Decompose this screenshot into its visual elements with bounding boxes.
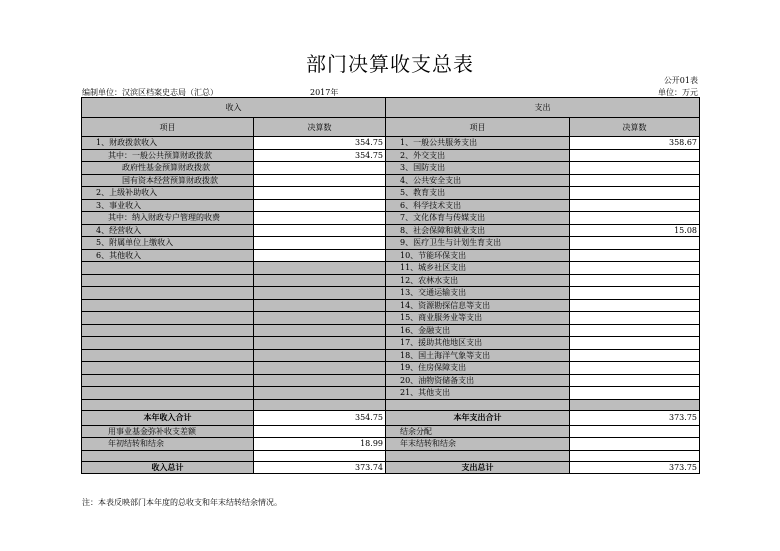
- table-row: [82, 249, 700, 262]
- income-value: 354.75: [254, 137, 386, 150]
- income-value: [254, 349, 386, 362]
- begin-balance-value: 18.99: [254, 438, 386, 451]
- income-item: 6、其他收入: [82, 249, 254, 262]
- income-item: [82, 324, 254, 337]
- expense-value: [570, 312, 700, 325]
- expense-item: 20、油物资储备支出: [386, 374, 570, 387]
- income-item: [82, 387, 254, 400]
- expense-value: [570, 262, 700, 275]
- expense-item: 14、资源勘探信息等支出: [386, 299, 570, 312]
- spacer-cell: [386, 399, 570, 410]
- expense-value: [570, 199, 700, 212]
- expense-value: [570, 237, 700, 250]
- expense-value: [570, 274, 700, 287]
- expense-sum-label: 支出总计: [386, 461, 570, 474]
- table-row: [82, 212, 700, 225]
- income-item: [82, 312, 254, 325]
- income-header: 收入: [82, 98, 386, 118]
- expense-value: [570, 287, 700, 300]
- income-item: 国有资本经营预算财政拨款: [82, 174, 254, 187]
- income-value: [254, 287, 386, 300]
- begin-balance-label: 年初结转和结余: [82, 438, 254, 451]
- currency-unit: 单位：万元: [658, 88, 698, 97]
- expense-item: 7、文化体育与传媒支出: [386, 212, 570, 225]
- spacer-cell: [254, 399, 386, 410]
- expense-value: [570, 337, 700, 350]
- table-row: [82, 174, 700, 187]
- expense-value: [570, 249, 700, 262]
- income-item: 3、事业收入: [82, 199, 254, 212]
- budget-summary-table: [81, 97, 700, 474]
- table-row: [82, 149, 700, 162]
- income-value: [254, 162, 386, 175]
- expense-value: [570, 149, 700, 162]
- spacer-cell: [82, 450, 254, 461]
- table-row: [82, 337, 700, 350]
- footnote: 注：本表反映部门本年度的总收支和年末结转结余情况。: [82, 498, 282, 507]
- table-row: [82, 387, 700, 400]
- expense-value: [570, 299, 700, 312]
- income-item: [82, 287, 254, 300]
- spacer-cell: [254, 450, 386, 461]
- expense-amount-header: 决算数: [570, 118, 700, 137]
- expense-value: [570, 174, 700, 187]
- income-value: [254, 337, 386, 350]
- end-balance-value: [570, 438, 700, 451]
- expense-value: [570, 162, 700, 175]
- income-value: [254, 237, 386, 250]
- spacer-cell: [82, 399, 254, 410]
- end-balance-label: 年末结转和结余: [386, 438, 570, 451]
- expense-item: 11、城乡社区支出: [386, 262, 570, 275]
- expense-total-label: 本年支出合计: [386, 410, 570, 425]
- balance-value: [254, 425, 386, 438]
- expense-item: 19、住房保障支出: [386, 362, 570, 375]
- expense-value: [570, 349, 700, 362]
- expense-value: [570, 187, 700, 200]
- expense-value: [570, 212, 700, 225]
- table-row: [82, 312, 700, 325]
- income-item: 其中：一般公共预算财政拨款: [82, 149, 254, 162]
- table-row: [82, 162, 700, 175]
- income-value: [254, 312, 386, 325]
- income-value: [254, 374, 386, 387]
- income-sum-value: 373.74: [254, 461, 386, 474]
- table-row: [82, 299, 700, 312]
- expense-item: 6、科学技术支出: [386, 199, 570, 212]
- table-row: [82, 237, 700, 250]
- income-value: [254, 199, 386, 212]
- expense-item: 8、社会保障和就业支出: [386, 224, 570, 237]
- income-value: [254, 387, 386, 400]
- spacer-cell: [570, 399, 700, 410]
- expense-item: 13、交通运输支出: [386, 287, 570, 300]
- income-item: 1、财政拨款收入: [82, 137, 254, 150]
- income-item: [82, 262, 254, 275]
- expense-header: 支出: [386, 98, 700, 118]
- income-value: [254, 187, 386, 200]
- expense-item: 1、一般公共服务支出: [386, 137, 570, 150]
- spacer-cell: [386, 450, 570, 461]
- income-item: [82, 337, 254, 350]
- expense-item: 10、节能环保支出: [386, 249, 570, 262]
- income-value: [254, 274, 386, 287]
- report-year: 2017年: [310, 88, 339, 97]
- income-item: 4、经营收入: [82, 224, 254, 237]
- expense-item: 21、其他支出: [386, 387, 570, 400]
- expense-item-header: 项目: [386, 118, 570, 137]
- table-row: [82, 274, 700, 287]
- income-sum-label: 收入总计: [82, 461, 254, 474]
- expense-item: 17、援助其他地区支出: [386, 337, 570, 350]
- expense-sum-value: 373.75: [570, 461, 700, 474]
- expense-value: [570, 374, 700, 387]
- income-total-value: 354.75: [254, 410, 386, 425]
- expense-item: 9、医疗卫生与计划生育支出: [386, 237, 570, 250]
- income-value: [254, 212, 386, 225]
- income-total-label: 本年收入合计: [82, 410, 254, 425]
- distribution-label: 结余分配: [386, 425, 570, 438]
- expense-item: 16、金融支出: [386, 324, 570, 337]
- expense-value: 15.08: [570, 224, 700, 237]
- income-value: [254, 249, 386, 262]
- table-row: [82, 187, 700, 200]
- income-value: 354.75: [254, 149, 386, 162]
- reporting-unit: 编制单位：汉滨区档案史志局（汇总）: [82, 88, 218, 97]
- table-row: [82, 362, 700, 375]
- income-item: 政府性基金预算财政拨款: [82, 162, 254, 175]
- balance-label: 用事业基金弥补收支差额: [82, 425, 254, 438]
- table-row: [82, 324, 700, 337]
- expense-item: 5、教育支出: [386, 187, 570, 200]
- table-row: [82, 262, 700, 275]
- page-title: 部门决算收支总表: [306, 52, 474, 76]
- income-item: 5、附属单位上缴收入: [82, 237, 254, 250]
- expense-item: 15、商业服务业等支出: [386, 312, 570, 325]
- expense-value: [570, 324, 700, 337]
- table-row: [82, 137, 700, 150]
- table-row: [82, 374, 700, 387]
- table-row: [82, 224, 700, 237]
- distribution-value: [570, 425, 700, 438]
- income-value: [254, 174, 386, 187]
- income-item: 2、上级补助收入: [82, 187, 254, 200]
- income-item: [82, 374, 254, 387]
- expense-total-value: 373.75: [570, 410, 700, 425]
- table-row: [82, 349, 700, 362]
- income-value: [254, 299, 386, 312]
- income-item: [82, 362, 254, 375]
- expense-item: 12、农林水支出: [386, 274, 570, 287]
- expense-value: [570, 362, 700, 375]
- expense-item: 2、外交支出: [386, 149, 570, 162]
- table-row: [82, 287, 700, 300]
- income-item: [82, 349, 254, 362]
- income-amount-header: 决算数: [254, 118, 386, 137]
- expense-item: 18、国土海洋气象等支出: [386, 349, 570, 362]
- expense-item: 4、公共安全支出: [386, 174, 570, 187]
- income-value: [254, 262, 386, 275]
- expense-value: [570, 387, 700, 400]
- income-value: [254, 224, 386, 237]
- income-value: [254, 362, 386, 375]
- income-value: [254, 324, 386, 337]
- income-item-header: 项目: [82, 118, 254, 137]
- income-item: [82, 299, 254, 312]
- income-item: 其中：纳入财政专户管理的收费: [82, 212, 254, 225]
- form-code: 公开01表: [663, 76, 698, 85]
- income-item: [82, 274, 254, 287]
- spacer-cell: [570, 450, 700, 461]
- table-row: [82, 199, 700, 212]
- expense-item: 3、国防支出: [386, 162, 570, 175]
- expense-value: 358.67: [570, 137, 700, 150]
